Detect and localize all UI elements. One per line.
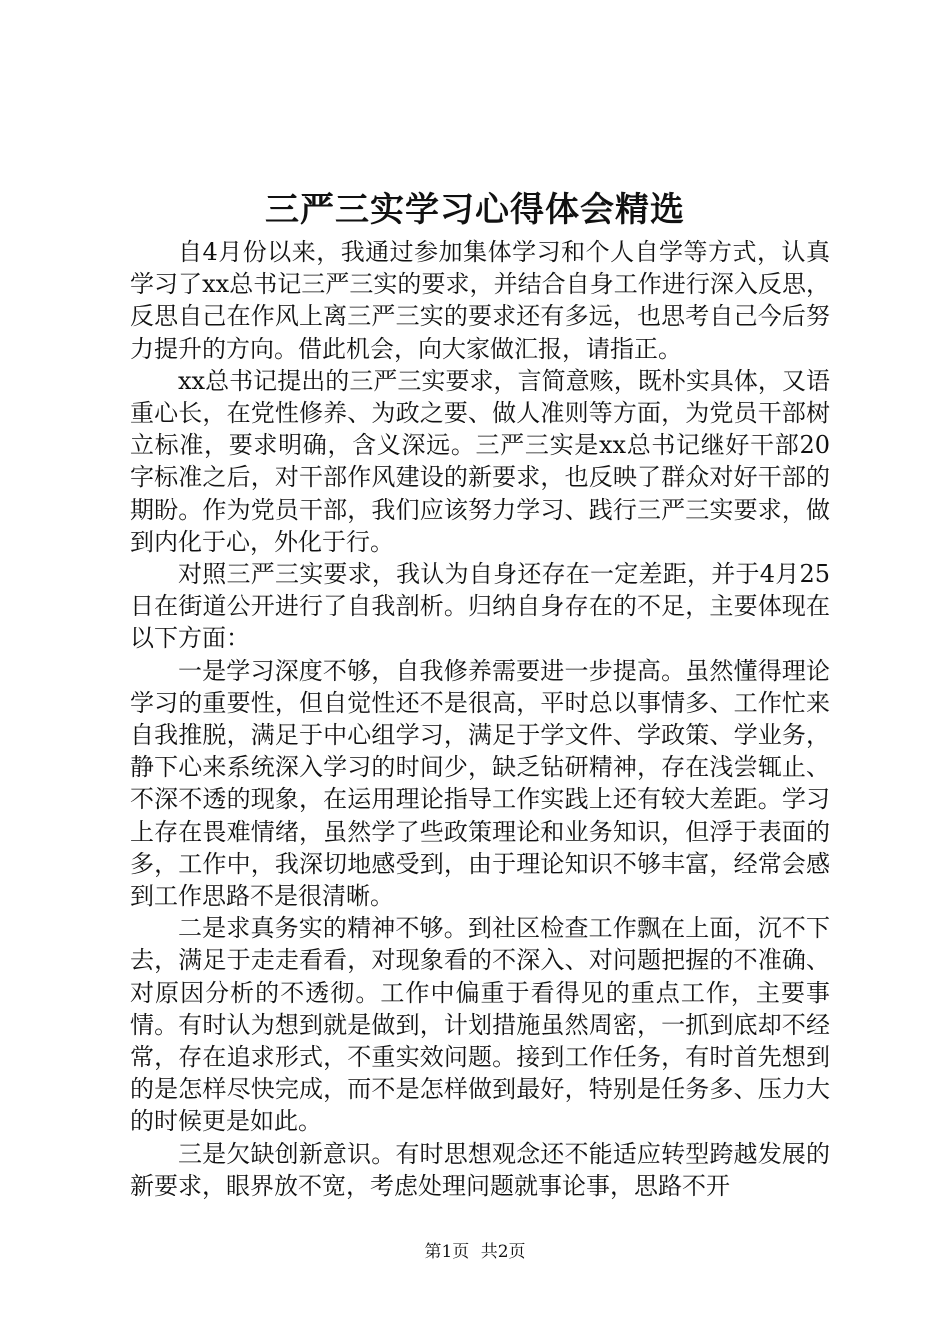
paragraph-4: 一是学习深度不够，自我修养需要进一步提高。虽然懂得理论学习的重要性，但自觉性还不是很高，平时总以事情多、工作忙来自我推脱，满足于中心组学习，满足于学文件、学政策、学业务，静下心来系统深入学习的时间少，缺乏钻研精神，存在浅尝辄止、不深不透的现象，在运用理论指导工作实践上还有较大差距。学习上存在畏难情绪，虽然学了些政策理论和业务知识，但浮于表面的多，工作中，我深切地感受到，由于理论知识不够丰富，经常会感到工作思路不是很清晰。	[130, 656, 830, 911]
document-title: 三严三实学习心得体会精选	[265, 190, 685, 230]
page-number: 第1页	[424, 1242, 470, 1262]
page-total: 共2页	[480, 1242, 526, 1262]
paragraph-2: xx总书记提出的三严三实要求，言简意赅，既朴实具体，又语重心长，在党性修养、为政之要、做人准则等方面，为党员干部树立标准，要求明确，含义深远。三严三实是xx总书记继好干部20字标准之后，对干部作风建设的新要求，也反映了群众对好干部的期盼。作为党员干部，我们应该努力学习、践行三严三实要求，做到内化于心，外化于行。	[130, 366, 830, 556]
paragraph-6: 三是欠缺创新意识。有时思想观念还不能适应转型跨越发展的新要求，眼界放不宽，考虑处理问题就事论事，思路不开	[130, 1139, 830, 1200]
paragraph-3: 对照三严三实要求，我认为自身还存在一定差距，并于4月25日在街道公开进行了自我剖析。归纳自身存在的不足，主要体现在以下方面：	[130, 560, 830, 653]
document-body	[130, 236, 830, 1202]
paragraph-1: 自4月份以来，我通过参加集体学习和个人自学等方式，认真学习了xx总书记三严三实的要求，并结合自身工作进行深入反思，反思自己在作风上离三严三实的要求还有多远，也思考自己今后努力提升的方向。借此机会，向大家做汇报，请指正。	[130, 238, 830, 363]
paragraph-5: 二是求真务实的精神不够。到社区检查工作飘在上面，沉不下去，满足于走走看看，对现象看的不深入、对问题把握的不准确、对原因分析的不透彻。工作中偏重于看得见的重点工作，主要事情。有时认为想到就是做到，计划措施虽然周密，一抓到底却不经常，存在追求形式，不重实效问题。接到工作任务，有时首先想到的是怎样尽快完成，而不是怎样做到最好，特别是任务多、压力大的时候更是如此。	[130, 914, 830, 1136]
page-footer	[0, 1240, 950, 1264]
